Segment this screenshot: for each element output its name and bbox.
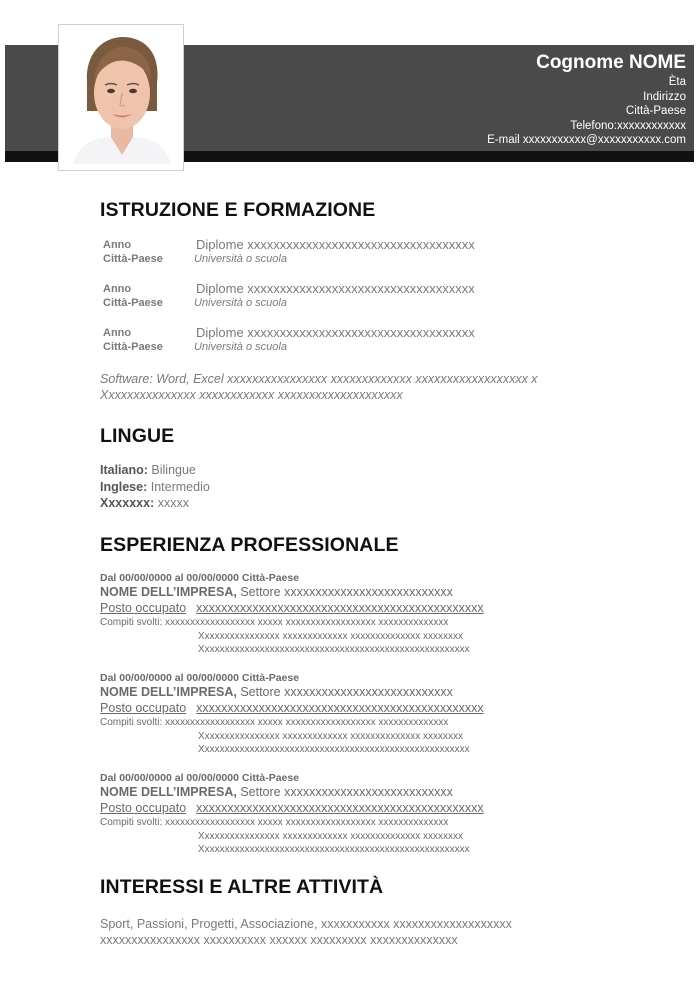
education-place: Città-Paese <box>103 297 163 309</box>
tasks-text: xxxxxxxxxxxxxxxxxx xxxxx xxxxxxxxxxxxxxxxxx xxxxxxxxxxxxxx <box>165 617 449 628</box>
education-entry <box>103 283 623 311</box>
position-label: Posto occupato <box>100 601 187 615</box>
experience-tasks <box>100 816 540 830</box>
education-place: Città-Paese <box>103 341 163 353</box>
experience-position <box>100 600 540 616</box>
language-name: Inglese: <box>100 479 148 494</box>
tasks-text: Xxxxxxxxxxxxxxxx xxxxxxxxxxxxx xxxxxxxxxxxxxx xxxxxxxx <box>198 830 464 842</box>
company-name: NOME DELL’IMPRESA, <box>100 785 237 799</box>
city-line: Città-Paese <box>625 105 686 117</box>
experience-dates: Dal 00/00/0000 al 00/00/0000 Città-Paese <box>100 572 300 584</box>
position-label: Posto occupato <box>100 801 187 815</box>
section-title-interests: INTERESSI E ALTRE ATTIVITÀ <box>100 876 384 898</box>
position-value: xxxxxxxxxxxxxxxxxxxxxxxxxxxxxxxxxxxxxxxxxxxxxx <box>196 801 484 815</box>
tasks-text: Xxxxxxxxxxxxxxxx xxxxxxxxxxxxx xxxxxxxxxxxxxx xxxxxxxx <box>198 730 464 742</box>
education-school: Università o scuola <box>194 253 287 265</box>
education-year: Anno <box>103 239 132 251</box>
position-label: Posto occupato <box>100 701 187 715</box>
experience-position <box>100 700 540 716</box>
candidate-name: Cognome NOME <box>536 52 686 73</box>
experience-company-line <box>100 585 540 600</box>
education-diploma: Diplome xxxxxxxxxxxxxxxxxxxxxxxxxxxxxxxxxxx <box>196 325 475 340</box>
language-level: Bilingue <box>151 463 196 477</box>
tasks-text: xxxxxxxxxxxxxxxxxx xxxxx xxxxxxxxxxxxxxxxxx xxxxxxxxxxxxxx <box>165 817 449 828</box>
contact-block <box>487 52 686 148</box>
education-place: Città-Paese <box>103 253 163 265</box>
software-skills <box>100 371 620 403</box>
profile-photo <box>58 24 184 171</box>
interests-line: Sport, Passioni, Progetti, Associazione, xxxxxxxxxxx xxxxxxxxxxxxxxxxxxx <box>100 917 512 931</box>
email-line: E-mail xxxxxxxxxxx@xxxxxxxxxxx.com <box>487 134 686 146</box>
languages-list <box>100 462 210 512</box>
language-name: Xxxxxxx: <box>100 496 155 510</box>
language-level: xxxxx <box>157 496 189 510</box>
experience-dates: Dal 00/00/0000 al 00/00/0000 Città-Paese <box>100 772 300 784</box>
language-item <box>100 479 210 496</box>
tasks-text: xxxxxxxxxxxxxxxxxx xxxxx xxxxxxxxxxxxxxxxxx xxxxxxxxxxxxxx <box>165 717 449 728</box>
position-value: xxxxxxxxxxxxxxxxxxxxxxxxxxxxxxxxxxxxxxxxxxxxxx <box>196 601 484 615</box>
company-name: NOME DELL’IMPRESA, <box>100 585 237 599</box>
portrait-image <box>65 31 177 164</box>
education-year: Anno <box>103 283 132 295</box>
software-line: Software: Word, Excel xxxxxxxxxxxxxxxx xxxxxxxxxxxxx xxxxxxxxxxxxxxxxxx x <box>100 372 538 386</box>
section-title-languages: LINGUE <box>100 425 175 447</box>
education-school: Università o scuola <box>194 341 287 353</box>
company-sector: Settore xxxxxxxxxxxxxxxxxxxxxxxxxxx <box>240 585 453 599</box>
tasks-label: Compiti svolti: <box>100 817 163 828</box>
language-level: Intermedio <box>150 479 210 494</box>
tasks-text: Xxxxxxxxxxxxxxxxxxxxxxxxxxxxxxxxxxxxxxxxxxxxxxxxxxxxxx <box>198 744 470 755</box>
interests-line: xxxxxxxxxxxxxxxx xxxxxxxxxx xxxxxx xxxxxxxxx xxxxxxxxxxxxxx <box>100 933 458 947</box>
education-entry <box>103 239 623 267</box>
position-value: xxxxxxxxxxxxxxxxxxxxxxxxxxxxxxxxxxxxxxxxxxxxxx <box>196 701 484 715</box>
company-sector: Settore xxxxxxxxxxxxxxxxxxxxxxxxxxx <box>240 785 453 799</box>
tasks-text: Xxxxxxxxxxxxxxxxxxxxxxxxxxxxxxxxxxxxxxxxxxxxxxxxxxxxxx <box>198 644 470 655</box>
language-item <box>100 495 210 512</box>
experience-tasks <box>100 716 540 730</box>
education-diploma: Diplome xxxxxxxxxxxxxxxxxxxxxxxxxxxxxxxxxxx <box>196 281 475 296</box>
experience-position <box>100 800 540 816</box>
language-name: Italiano: <box>100 463 148 477</box>
tasks-text: Xxxxxxxxxxxxxxxxxxxxxxxxxxxxxxxxxxxxxxxxxxxxxxxxxxxxxx <box>198 844 470 855</box>
interests-text <box>100 916 620 948</box>
phone-line: Telefono:xxxxxxxxxxxx <box>570 119 686 132</box>
experience-entry <box>100 671 540 757</box>
education-entry <box>103 327 623 355</box>
experience-tasks <box>100 616 540 630</box>
age-line: Èta <box>668 76 686 88</box>
education-year: Anno <box>103 327 132 339</box>
education-school: Università o scuola <box>194 297 287 309</box>
software-line: Xxxxxxxxxxxxxxx xxxxxxxxxxxx xxxxxxxxxxxxxxxxxxxx <box>100 388 403 402</box>
section-title-experience: ESPERIENZA PROFESSIONALE <box>100 534 399 556</box>
tasks-text: Xxxxxxxxxxxxxxxx xxxxxxxxxxxxx xxxxxxxxxxxxxx xxxxxxxx <box>198 630 464 642</box>
experience-entry <box>100 771 540 857</box>
language-item <box>100 462 210 479</box>
section-title-education: ISTRUZIONE E FORMAZIONE <box>100 199 376 221</box>
company-sector: Settore xxxxxxxxxxxxxxxxxxxxxxxxxxx <box>240 685 453 699</box>
company-name: NOME DELL’IMPRESA, <box>100 685 237 699</box>
address-line: Indirizzo <box>643 90 686 103</box>
education-diploma: Diplome xxxxxxxxxxxxxxxxxxxxxxxxxxxxxxxxxxx <box>196 237 475 252</box>
experience-dates: Dal 00/00/0000 al 00/00/0000 Città-Paese <box>100 672 300 684</box>
experience-entry <box>100 571 540 657</box>
experience-company-line <box>100 785 540 800</box>
tasks-label: Compiti svolti: <box>100 717 163 728</box>
tasks-label: Compiti svolti: <box>100 617 163 628</box>
experience-company-line <box>100 685 540 700</box>
